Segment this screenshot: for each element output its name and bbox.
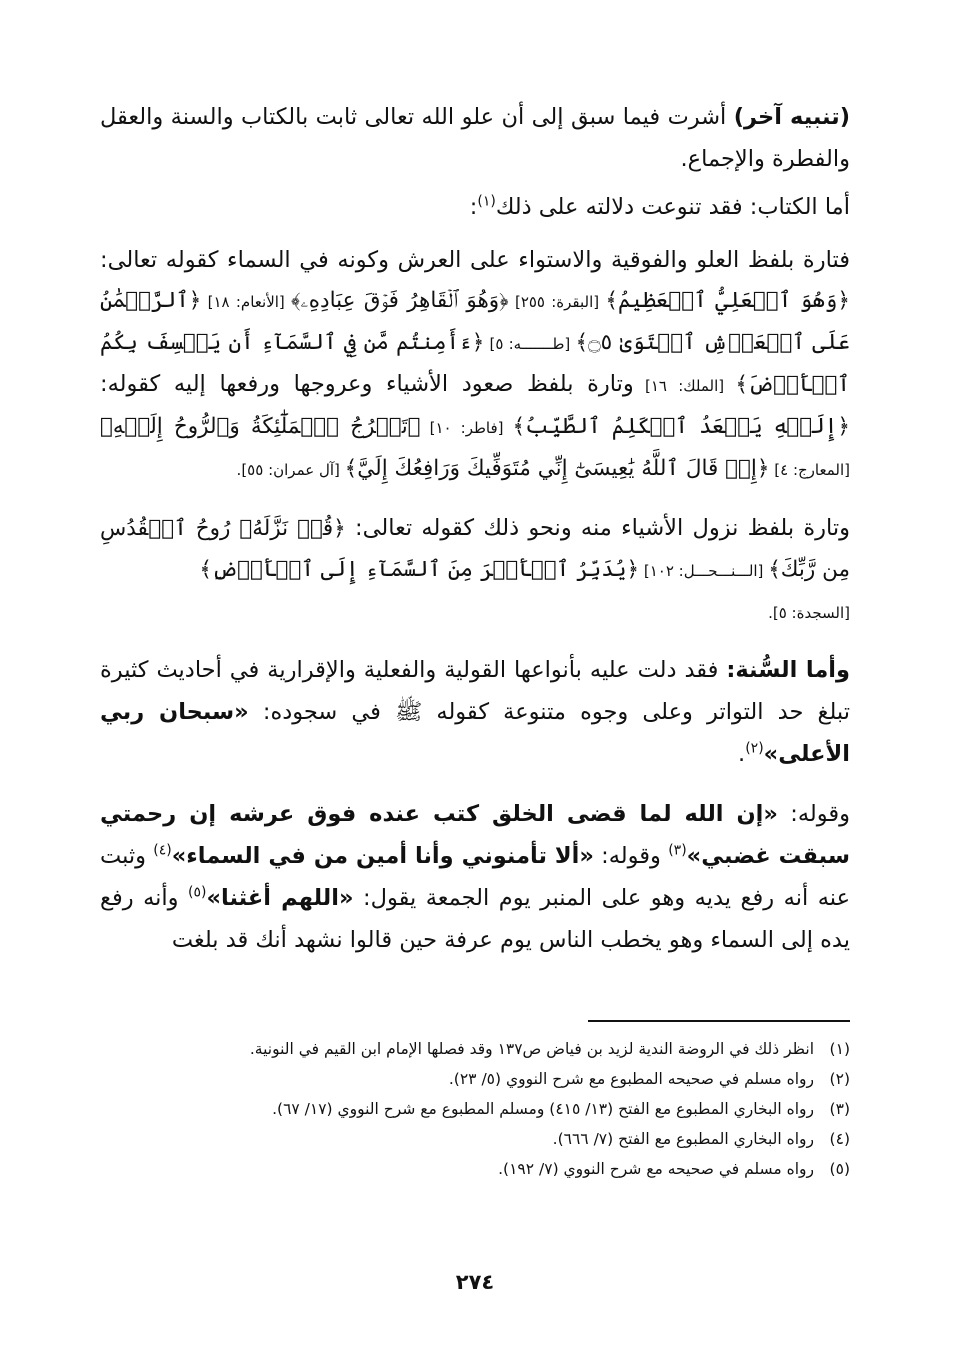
- footnote-text: رواه البخاري المطبوع مع الفتح (٧/ ٦٦٦).: [552, 1130, 814, 1148]
- verse-mulk-16: ﴿ءَأَمِنتُم مَّن فِي ٱلسَّمَآءِ أَن يَخۡسِفَ بِكُمُ ٱلۡأَرۡضَ﴾: [100, 330, 850, 397]
- footnotes: [100, 1034, 850, 1184]
- quran-heading-tail: :: [469, 194, 478, 220]
- footnote-text: رواه البخاري المطبوع مع الفتح (١٣/ ٤١٥) ومسلم المطبوع مع شرح النووي (١٧/ ٦٧).: [272, 1100, 814, 1118]
- sunnah-text: فقد دلت عليه بأنواعها القولية والفعلية والإقرارية في أحاديث كثيرة تبلغ حد التواتر وعلى وجوه متنوعة كقوله ﷺ في سجوده:: [100, 657, 850, 725]
- ref-al-imran-55: [آل عمران: ٥٥].: [236, 461, 345, 479]
- paragraph-elevation-verses: [100, 240, 850, 490]
- verse-al-imran-55: ﴿إِذۡ قَالَ ٱللَّهُ يَٰعِيسَىٰٓ إِنِّي مُتَوَفِّيكَ وَرَافِعُكَ إِلَيَّ﴾: [344, 456, 770, 481]
- paragraph-note: [100, 96, 850, 180]
- footnote-divider: [588, 1020, 850, 1022]
- footnote-number: (١): [829, 1040, 850, 1058]
- footnote-text: رواه مسلم في صحيحه المطبوع مع شرح النووي (٥/ ٢٣).: [448, 1070, 814, 1088]
- hadith-intro: وقوله:: [777, 801, 850, 827]
- footnote-ref-2[interactable]: (٢): [745, 740, 764, 757]
- sunnah-heading: وأما السُّنة:: [726, 657, 851, 683]
- page-number: ٢٧٤: [455, 1270, 495, 1294]
- book-page: [100, 96, 850, 1306]
- ref-anam-18: [الأنعام: ١٨]: [201, 293, 292, 311]
- verse-sajdah-5: ﴿يُدَبِّرُ ٱلۡأَمۡرَ مِنَ ٱلسَّمَآءِ إِلَى ٱلۡأَرۡضِ﴾: [199, 557, 640, 582]
- ref-taha-5: [طـــــــه: ٥]: [484, 335, 576, 353]
- ref-sajdah-5: [السجدة: ٥].: [768, 604, 850, 622]
- hadith-connector-2: وثبت عنه أنه رفع يديه وهو على المنبر يوم الجمعة يقول:: [100, 843, 851, 911]
- ref-maarij-4: [المعارج: ٤]: [769, 461, 850, 479]
- ref-nahl-102: [الـــنـــحـــل: ١٠٢]: [639, 562, 769, 580]
- verse-taha-5: ﴿ٱلرَّحۡمَٰنُ عَلَى ٱلۡعَرۡشِ ٱسۡتَوَىٰ ۝٥﴾: [100, 288, 850, 355]
- paragraph-quran-heading: [100, 186, 850, 228]
- elevation-intro: فتارة بلفظ العلو والفوقية والاستواء على العرش وكونه في السماء كقوله تعالى:: [100, 247, 850, 273]
- footnote-number: (٤): [829, 1130, 850, 1148]
- ref-baqarah-255: [البقرة: ٢٥٥]: [508, 293, 606, 311]
- verse-maarij-4: ﴿تَعۡرُجُ ٱلۡمَلَٰٓئِكَةُ وَٱلرُّوحُ إِلَيۡهِ﴾: [100, 414, 421, 439]
- footnote-2: [100, 1064, 850, 1094]
- footnote-number: (٣): [829, 1100, 850, 1118]
- footnote-1: [100, 1034, 850, 1064]
- hadith-rahmati: «إن الله لما قضى الخلق كتب عنده فوق عرشه إن رحمتي سبقت غضبي»: [100, 801, 850, 869]
- verse-anam-18: ﴿وَهُوَ ٱلۡقَاهِرُ فَوۡقَ عِبَادِهِۦ﴾: [291, 288, 509, 313]
- verse-fatir-10: ﴿إِلَيۡهِ يَصۡعَدُ ٱلۡكَلِمُ ٱلطَّيِّبُ﴾: [512, 414, 850, 439]
- footnote-ref-5[interactable]: (٥): [188, 884, 207, 901]
- sunnah-tail: .: [738, 741, 746, 767]
- hadith-aghithna: «اللهم أغثنا»: [206, 885, 354, 911]
- hadith-connector-1: وقوله:: [593, 843, 669, 869]
- paragraph-hadiths: [100, 793, 850, 961]
- quran-heading-text: أما الكتاب: فقد تنوعت دلالته على ذلك: [495, 194, 850, 220]
- verse-nahl-102: ﴿قُلۡ نَزَّلَهُۥ رُوحُ ٱلۡقُدُسِ مِن رَّبِّكَ﴾: [100, 516, 850, 582]
- footnote-ref-4[interactable]: (٤): [153, 842, 172, 859]
- descent-intro: وتارة بلفظ نزول الأشياء منه ونحو ذلك كقوله تعالى:: [345, 515, 850, 541]
- note-text: أشرت فيما سبق إلى أن علو الله تعالى ثابت بالكتاب والسنة والعقل والفطرة والإجماع.: [100, 104, 850, 172]
- note-heading: (تنبيه آخر): [733, 104, 850, 130]
- paragraph-sunnah: [100, 649, 850, 775]
- ref-fatir-10: [فاطر: ١٠]: [420, 419, 513, 437]
- footnote-text: انظر ذلك في الروضة الندية لزيد بن فياض ص١٣٧ وقد فصلها الإمام ابن القيم في النونية.: [249, 1040, 814, 1058]
- footnote-number: (٥): [829, 1160, 850, 1178]
- footnote-number: (٢): [829, 1070, 850, 1088]
- verse-baqarah-255: ﴿وَهُوَ ٱلۡعَلِيُّ ٱلۡعَظِيمُ﴾: [605, 288, 850, 313]
- paragraph-descent-verses: [100, 508, 850, 631]
- hadith-arafah-text: وأنه رفع يده إلى السماء وهو يخطب الناس يوم عرفة حين قالوا نشهد أنك قد بلغت: [100, 885, 850, 953]
- footnote-3: [100, 1094, 850, 1124]
- hadith-amin: «ألا تأمنوني وأنا أمين من في السماء»: [171, 843, 594, 869]
- ref-mulk-16: [الملك: ١٦]: [633, 377, 736, 395]
- footnote-5: [100, 1154, 850, 1184]
- footnote-ref-1[interactable]: (١): [477, 193, 496, 210]
- footnote-4: [100, 1124, 850, 1154]
- ascension-intro: وتارة بلفظ صعود الأشياء وعروجها ورفعها إليه كقوله:: [100, 371, 634, 397]
- footnote-ref-3[interactable]: (٣): [668, 842, 687, 859]
- hadith-subhan-rabbi: «سبحان ربي الأعلى»: [100, 699, 850, 767]
- footnote-text: رواه مسلم في صحيحه مع شرح النووي (٧/ ١٩٢).: [498, 1160, 814, 1178]
